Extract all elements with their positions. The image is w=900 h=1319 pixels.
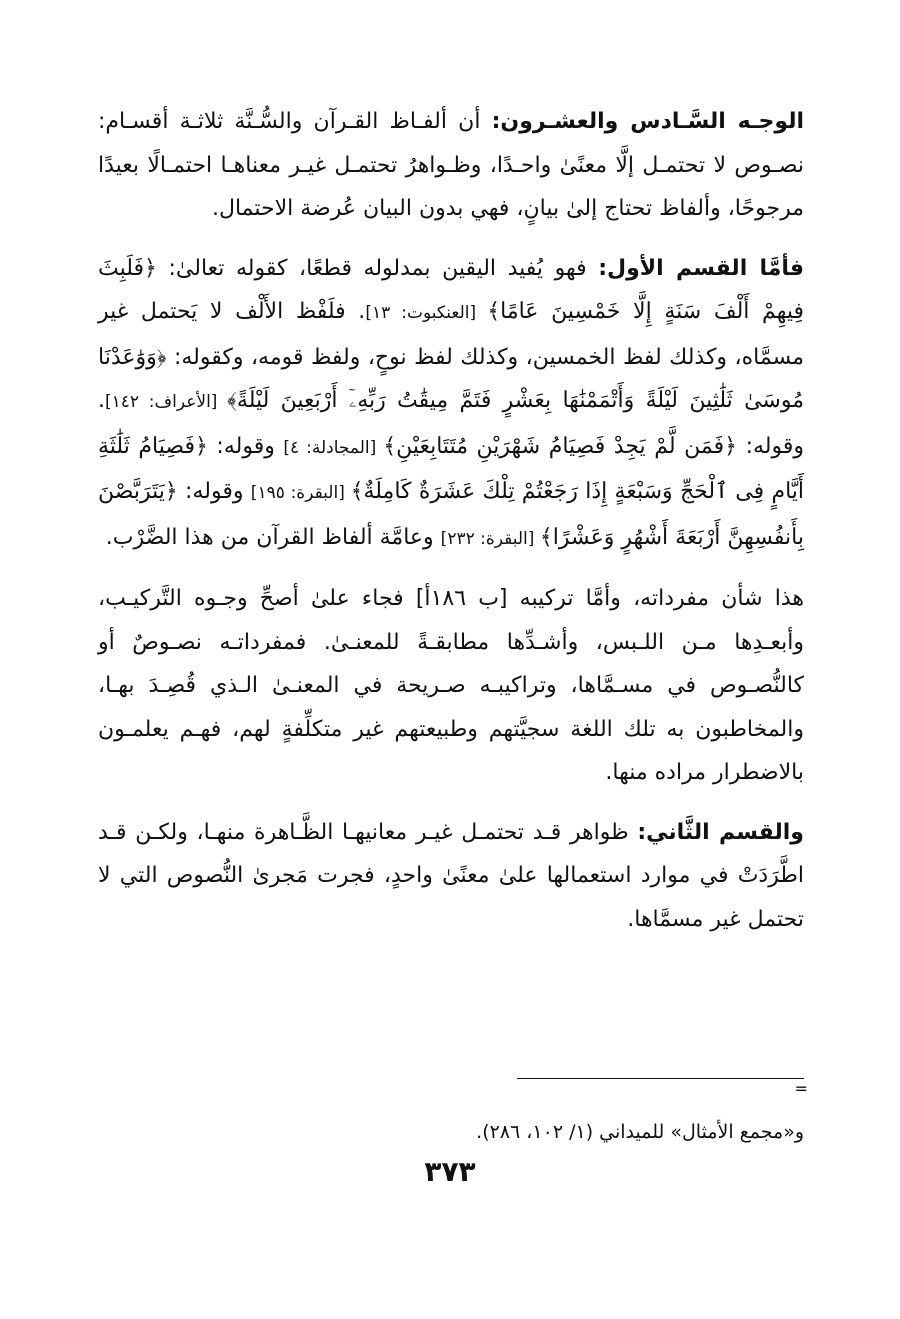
paragraph-4 [98, 811, 804, 942]
paragraph-4-heading: والقسم الثَّاني: [637, 819, 804, 845]
paragraph-4-text: ظواهر قـد تحتمـل غيـر معانيهـا الظَّـاهرة منهـا، ولكـن قـد اطَّرَدَتْ في موارد استعمالها علىٰ معنًىٰ واحدٍ، فجرت مَجرىٰ النُّصوص التي لا تحتمل غير مسمَّاها. [98, 819, 804, 932]
paragraph-1-text: أن ألفـاظ القـرآن والسُّـنَّة ثلاثـة أقسـام: نصـوص لا تحتمـل إلَّا معنًىٰ واحـدًا، وظـواهرُ تحتمـل غيـر معناهـا احتمـالًا بعيدًا مرجوحًا، وألفاظ تحتاج إلىٰ بيانٍ، فهي بدون البيان عُرضة الاحتمال. [98, 109, 804, 221]
paragraph-2 [98, 247, 804, 562]
quran-verse: ﴿فَلَبِثَ فِيهِمْ أَلْفَ سَنَةٍ إِلَّا خَمْسِينَ عَامًا﴾ [98, 255, 804, 324]
inline-text: . وقوله: [98, 388, 804, 459]
verse-reference: [الأعراف: ١٤٢] [105, 392, 228, 412]
page-number: ٣٧٣ [424, 1155, 476, 1188]
page-body [98, 100, 804, 957]
quran-verse: ﴿يَتَرَبَّصْنَ بِأَنفُسِهِنَّ أَرْبَعَةَ أَشْهُرٍ وَعَشْرًا﴾ [98, 479, 804, 550]
inline-text: وقوله: [207, 433, 284, 459]
paragraph-2-text [98, 256, 804, 550]
paragraph-1-heading: الوجـه السَّـادس والعشـرون: [491, 109, 804, 134]
footnote-separator [517, 1078, 804, 1079]
inline-text: فهو يُفيد اليقين بمدلوله قطعًا، كقوله تعالىٰ: [156, 255, 599, 281]
footnote: و«مجمع الأمثال» للميداني (١/ ١٠٢، ٢٨٦). [476, 1121, 804, 1143]
quran-verse: ﴿فَصِيَامُ ثَلَٰثَةِ أَيَّامٍ فِى ٱلْحَجِّ وَسَبْعَةٍ إِذَا رَجَعْتُمْ تِلْكَ عَشَرَةٌ كَامِلَةٌ﴾ [98, 433, 805, 504]
paragraph-3 [98, 577, 804, 795]
verse-reference: [العنكبوت: ١٣] [365, 303, 488, 323]
paragraph-3-text: هذا شأن مفرداته، وأمَّا تركيبه [ب ١٨٦أ] فجاء علىٰ أصحِّ وجـوه التَّركيـب، وأبعـدِها مـن اللـبس، وأشـدِّها مطابقـةً للمعنـىٰ. فمفرداتـه نصـوصٌ أو كالنُّصـوص في مسـمَّاها، وتراكيبـه صـريحة في المعنـىٰ الـذي قُصِـدَ بهـا، والمخاطبون به تلك اللغة سجيَّتهم وطبيعتهم غير متكلِّفةٍ لهم، فهـم يعلمـون بالاضطرار مراده منها. [98, 586, 804, 785]
paragraph-1 [98, 100, 804, 231]
inline-text: . فلَفْظ الأَلْف لا يَحتمل غير مسمَّاه، وكذلك لفظ الخمسين، وكذلك لفظ نوحٍ، ولفظ قومه، وكقوله: [98, 299, 804, 370]
inline-text: وعامَّة ألفاظ القرآن من هذا الضَّرْب. [105, 524, 441, 550]
quran-verse: ﴿وَوَٰعَدْنَا مُوسَىٰ ثَلَٰثِينَ لَيْلَةً وَأَتْمَمْنَٰهَا بِعَشْرٍ فَتَمَّ مِيقَٰتُ رَبِّهِۦٓ أَرْبَعِينَ لَيْلَةً﴾ [98, 344, 804, 413]
verse-reference: [المجادلة: ٤] [283, 437, 384, 458]
paragraph-2-heading: فأمَّا القسم الأول: [598, 255, 805, 281]
verse-reference: [البقرة: ١٩٥] [250, 483, 351, 503]
footnote-continuation-mark: = [794, 1079, 808, 1098]
quran-verse: ﴿فَمَن لَّمْ يَجِدْ فَصِيَامُ شَهْرَيْنِ مُتَتَابِعَيْنِ﴾ [383, 433, 738, 459]
inline-text: وقوله: [177, 479, 251, 504]
verse-reference: [البقرة: ٢٣٢] [440, 528, 540, 549]
